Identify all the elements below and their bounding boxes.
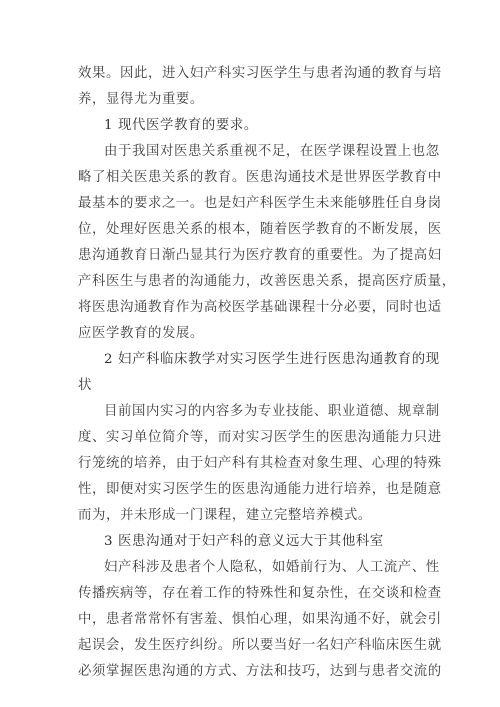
body-line: 起误会，发生医疗纠纷。所以要当好一名妇产科临床医生就 bbox=[78, 638, 442, 653]
section-heading-2-continued: 状 bbox=[78, 378, 92, 393]
paragraph-first-line: 由于我国对医患关系重视不足，在医学课程设置上也忽 bbox=[104, 144, 440, 159]
body-line: 应医学教育的发展。 bbox=[78, 326, 204, 341]
body-line: 位，处理好医患关系的根本，随着医学教育的不断发展，医 bbox=[78, 222, 442, 237]
body-line: 行笼统的培养，由于妇产科有其检查对象生理、心理的特殊 bbox=[78, 456, 442, 471]
body-line: 患沟通教育日渐凸显其行为医疗教育的重要性。为了提高妇 bbox=[78, 248, 442, 263]
body-line: 传播疾病等，存在着工作的特殊性和复杂性，在交谈和检查 bbox=[78, 586, 442, 601]
body-line: 养，显得尤为重要。 bbox=[78, 92, 204, 107]
body-line: 必须掌握医患沟通的方式、方法和技巧，达到与患者交流的 bbox=[78, 664, 442, 679]
section-heading-2: 2 妇产科临床教学对实习医学生进行医患沟通教育的现 bbox=[104, 352, 440, 367]
body-line: 而为，并未形成一门课程，建立完整培养模式。 bbox=[78, 508, 372, 523]
body-line: 产科医生与患者的沟通能力，改善医患关系，提高医疗质量， bbox=[78, 274, 456, 289]
body-line: 将医患沟通教育作为高校医学基础课程十分必要，同时也适 bbox=[78, 300, 442, 315]
section-heading-1: 1 现代医学教育的要求。 bbox=[104, 118, 258, 133]
paragraph-first-line: 妇产科涉及患者个人隐私，如婚前行为、人工流产、性 bbox=[104, 560, 440, 575]
body-line: 度、实习单位简介等，而对实习医学生的医患沟通能力只进 bbox=[78, 430, 442, 445]
body-line: 性，即便对实习医学生的医患沟通能力进行培养，也是随意 bbox=[78, 482, 442, 497]
body-line: 略了相关医患关系的教育。医患沟通技术是世界医学教育中 bbox=[78, 170, 442, 185]
body-line: 效果。因此，进入妇产科实习医学生与患者沟通的教育与培 bbox=[78, 66, 442, 81]
section-heading-3: 3 医患沟通对于妇产科的意义远大于其他科室 bbox=[104, 534, 384, 549]
paragraph-first-line: 目前国内实习的内容多为专业技能、职业道德、规章制 bbox=[104, 404, 440, 419]
body-line: 中，患者常常怀有害羞、惧怕心理，如果沟通不好，就会引 bbox=[78, 612, 442, 627]
body-line: 最基本的要求之一。也是妇产科医学生未来能够胜任自身岗 bbox=[78, 196, 442, 211]
